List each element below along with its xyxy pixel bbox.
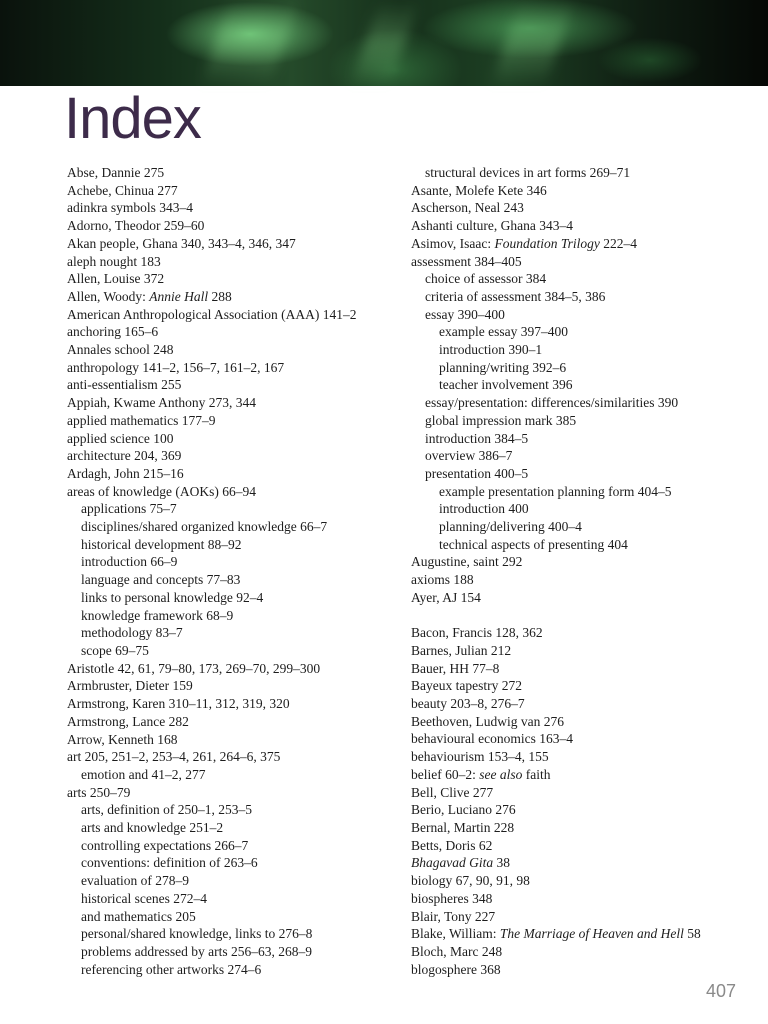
index-entry <box>67 430 397 448</box>
index-entry-text: areas of knowledge (AOKs) 66–94 <box>67 483 256 499</box>
index-entry <box>411 730 751 748</box>
index-entry-text: American Anthropological Association (AAA) 141–2 <box>67 306 357 322</box>
index-entry-text: biospheres 348 <box>411 890 493 906</box>
index-entry <box>67 288 397 306</box>
index-entry-text: Bayeux tapestry 272 <box>411 678 522 694</box>
index-entry-text: language and concepts 77–83 <box>81 572 241 588</box>
index-entry-text: Asimov, Isaac: <box>411 235 495 251</box>
index-subentry <box>411 288 751 306</box>
letter-section-gap <box>411 607 751 625</box>
index-entry <box>67 270 397 288</box>
index-entry-text: Armbruster, Dieter 159 <box>67 678 193 694</box>
index-entry-text: essay/presentation: differences/similarities 390 <box>425 395 679 411</box>
index-entry-text: Allen, Woody: <box>67 288 150 304</box>
index-entry-text: Ardagh, John 215–16 <box>67 465 184 481</box>
index-entry <box>67 465 397 483</box>
index-entry-text: Armstrong, Karen 310–11, 312, 319, 320 <box>67 696 290 712</box>
index-entry <box>67 660 397 678</box>
index-entry <box>67 695 397 713</box>
index-entry-text: Ayer, AJ 154 <box>411 589 481 605</box>
index-entry <box>67 199 397 217</box>
index-entry-text: Betts, Doris 62 <box>411 837 493 853</box>
index-entry-text: applied mathematics 177–9 <box>67 412 216 428</box>
index-entry-text: Bernal, Martin 228 <box>411 820 515 835</box>
index-entry-text: Adorno, Theodor 259–60 <box>67 218 205 234</box>
page-number: 407 <box>705 981 736 1001</box>
banner-light-streak <box>201 0 299 86</box>
index-entry-text: controlling expectations 266–7 <box>81 837 249 853</box>
index-entry-text: Armstrong, Lance 282 <box>67 713 189 729</box>
index-subentry <box>411 483 751 501</box>
index-subentry <box>411 394 751 412</box>
index-entry <box>67 182 397 200</box>
index-entry-text: Augustine, saint 292 <box>411 554 523 570</box>
index-entry <box>411 908 751 926</box>
index-entry-text: introduction 390–1 <box>439 342 543 358</box>
index-entry <box>67 306 397 324</box>
index-entry <box>411 217 751 235</box>
index-entry-text: blogosphere 368 <box>411 961 501 977</box>
index-entry <box>67 323 397 341</box>
index-entry <box>67 217 397 235</box>
index-entry-text: beauty 203–8, 276–7 <box>411 696 525 712</box>
index-entry <box>411 925 751 943</box>
index-subentry <box>67 553 397 571</box>
header-banner-image <box>0 0 768 86</box>
index-entry-text: Bell, Clive 277 <box>411 784 494 800</box>
page-title: Index <box>64 86 201 151</box>
index-subentry <box>67 766 397 784</box>
index-entry-text: faith <box>522 766 551 782</box>
index-entry <box>411 890 751 908</box>
index-entry-italic-text: see also <box>479 766 523 782</box>
index-entry-text: links to personal knowledge 92–4 <box>81 589 264 605</box>
index-entry-text: anti-essentialism 255 <box>67 377 182 393</box>
index-entry-text: Annales school 248 <box>67 342 174 358</box>
index-subentry <box>411 500 751 518</box>
index-subentry <box>67 624 397 642</box>
index-subentry <box>67 642 397 660</box>
index-entry <box>67 748 397 766</box>
index-entry-text: applied science 100 <box>67 430 174 446</box>
banner-light-streak <box>491 0 574 86</box>
index-entry <box>67 677 397 695</box>
index-subentry <box>67 890 397 908</box>
index-entry-italic-text: Foundation Trilogy <box>494 235 600 251</box>
index-subentry <box>67 536 397 554</box>
index-subentry <box>411 536 751 554</box>
index-entry-text: architecture 204, 369 <box>67 448 182 464</box>
index-column-right <box>411 164 751 978</box>
index-entry <box>67 253 397 271</box>
index-entry-text: anchoring 165–6 <box>67 324 159 340</box>
index-entry-text: arts 250–79 <box>67 784 131 800</box>
index-entry-text: example presentation planning form 404–5 <box>439 483 672 499</box>
index-entry <box>67 483 397 501</box>
index-subentry <box>67 961 397 979</box>
index-subentry <box>411 447 751 465</box>
index-subentry <box>411 518 751 536</box>
index-entry-text: belief 60–2: <box>411 766 480 782</box>
index-entry-text: introduction 400 <box>439 501 529 517</box>
index-entry <box>411 961 751 979</box>
index-subentry <box>411 376 751 394</box>
index-subentry <box>411 412 751 430</box>
index-entry <box>411 872 751 890</box>
index-subentry <box>67 518 397 536</box>
index-entry-text: example essay 397–400 <box>439 324 568 340</box>
index-entry-text: arts and knowledge 251–2 <box>81 820 224 836</box>
index-entry <box>411 677 751 695</box>
index-entry <box>411 182 751 200</box>
index-subentry <box>67 571 397 589</box>
index-entry <box>67 713 397 731</box>
index-entry-text: Bauer, HH 77–8 <box>411 660 500 676</box>
index-entry-text: evaluation of 278–9 <box>81 873 189 889</box>
index-entry-text: Ascherson, Neal 243 <box>411 200 524 216</box>
index-entry <box>67 376 397 394</box>
index-entry-text: biology 67, 90, 91, 98 <box>411 873 530 889</box>
index-subentry <box>67 872 397 890</box>
index-entry-italic-text: Annie Hall <box>149 288 209 304</box>
index-subentry <box>67 925 397 943</box>
index-entry-text: introduction 384–5 <box>425 430 529 446</box>
index-subentry <box>411 270 751 288</box>
index-entry-text: Blair, Tony 227 <box>411 908 496 924</box>
index-entry-text: 58 <box>683 926 701 942</box>
index-subentry <box>67 854 397 872</box>
index-subentry <box>67 500 397 518</box>
index-subentry <box>67 801 397 819</box>
index-entry-text: knowledge framework 68–9 <box>81 607 234 623</box>
index-entry <box>411 235 751 253</box>
index-entry-text: applications 75–7 <box>81 501 177 517</box>
index-entry-text: assessment 384–405 <box>411 253 522 269</box>
index-entry-text: Bacon, Francis 128, 362 <box>411 625 543 641</box>
index-entry-text: Allen, Louise 372 <box>67 271 165 287</box>
index-entry-text: anthropology 141–2, 156–7, 161–2, 167 <box>67 359 285 375</box>
index-entry-text: presentation 400–5 <box>425 465 529 481</box>
index-entry <box>411 553 751 571</box>
index-entry-text: technical aspects of presenting 404 <box>439 536 628 552</box>
index-entry-text: 222–4 <box>599 235 637 251</box>
index-entry-text: criteria of assessment 384–5, 386 <box>425 288 606 304</box>
index-subentry <box>411 430 751 448</box>
index-entry <box>411 589 751 607</box>
index-entry-text: Berio, Luciano 276 <box>411 802 516 818</box>
index-subentry <box>67 837 397 855</box>
index-entry <box>411 642 751 660</box>
index-entry <box>67 164 397 182</box>
index-subentry <box>67 908 397 926</box>
index-entry <box>67 235 397 253</box>
index-entry <box>411 695 751 713</box>
index-entry <box>67 394 397 412</box>
index-entry <box>411 748 751 766</box>
index-entry-text: historical development 88–92 <box>81 536 242 552</box>
index-entry-text: Blake, William: <box>411 926 500 942</box>
index-entry-text: Appiah, Kwame Anthony 273, 344 <box>67 395 256 411</box>
index-entry-text: scope 69–75 <box>81 642 149 658</box>
index-column-left <box>67 164 397 978</box>
index-entry <box>411 784 751 802</box>
index-entry-text: global impression mark 385 <box>425 412 577 428</box>
index-entry-italic-text: Bhagavad Gita <box>411 855 494 871</box>
index-entry-text: personal/shared knowledge, links to 276–8 <box>81 926 313 942</box>
index-subentry <box>67 607 397 625</box>
index-entry-text: behaviourism 153–4, 155 <box>411 749 549 765</box>
index-entry <box>411 713 751 731</box>
index-subentry <box>67 589 397 607</box>
index-entry-text: conventions: definition of 263–6 <box>81 855 258 871</box>
index-entry-text: art 205, 251–2, 253–4, 261, 264–6, 375 <box>67 749 281 765</box>
index-entry-text: adinkra symbols 343–4 <box>67 200 193 216</box>
index-entry-text: overview 386–7 <box>425 448 513 464</box>
index-entry-text: referencing other artworks 274–6 <box>81 961 262 977</box>
index-entry-text: Asante, Molefe Kete 346 <box>411 182 547 198</box>
index-entry-text: Barnes, Julian 212 <box>411 642 512 658</box>
index-entry-text: Achebe, Chinua 277 <box>67 182 178 198</box>
index-entry <box>67 731 397 749</box>
index-entry <box>411 624 751 642</box>
index-subentry <box>411 164 751 182</box>
index-entry-text: 288 <box>208 288 232 304</box>
banner-light-streak <box>351 0 419 86</box>
index-entry-text: and mathematics 205 <box>81 908 196 924</box>
index-entry <box>67 447 397 465</box>
index-subentry <box>411 306 751 324</box>
index-entry-text: emotion and 41–2, 277 <box>81 766 206 782</box>
index-entry-text: teacher involvement 396 <box>439 377 573 393</box>
index-entry-text: disciplines/shared organized knowledge 66–7 <box>81 519 328 535</box>
index-entry-text: planning/delivering 400–4 <box>439 519 582 535</box>
index-entry-text: behavioural economics 163–4 <box>411 731 573 747</box>
index-entry-text: aleph nought 183 <box>67 253 161 269</box>
index-entry-text: Abse, Dannie 275 <box>67 165 165 180</box>
index-entry <box>411 819 751 837</box>
index-subentry <box>411 359 751 377</box>
index-entry-text: methodology 83–7 <box>81 625 183 641</box>
index-entry <box>411 854 751 872</box>
index-subentry <box>411 341 751 359</box>
index-entry-text: Beethoven, Ludwig van 276 <box>411 713 564 729</box>
index-entry-text: historical scenes 272–4 <box>81 890 207 906</box>
index-subentry <box>411 323 751 341</box>
index-entry <box>411 253 751 271</box>
index-entry <box>411 660 751 678</box>
index-entry-text: arts, definition of 250–1, 253–5 <box>81 802 252 818</box>
index-entry-text: choice of assessor 384 <box>425 271 547 287</box>
index-entry-text: introduction 66–9 <box>81 554 178 570</box>
index-entry-italic-text: The Marriage of Heaven and Hell <box>499 926 684 942</box>
index-entry-text: axioms 188 <box>411 572 474 588</box>
index-entry <box>67 412 397 430</box>
index-entry <box>67 784 397 802</box>
index-subentry <box>67 819 397 837</box>
index-entry <box>67 359 397 377</box>
index-entry-text: structural devices in art forms 269–71 <box>425 165 631 180</box>
index-subentry <box>411 465 751 483</box>
index-entry-text: planning/writing 392–6 <box>439 359 567 375</box>
index-entry-text: 38 <box>493 855 510 871</box>
index-entry <box>411 837 751 855</box>
index-subentry <box>67 943 397 961</box>
index-entry-text: Aristotle 42, 61, 79–80, 173, 269–70, 299–300 <box>67 660 321 676</box>
index-entry <box>411 801 751 819</box>
index-entry-text: Akan people, Ghana 340, 343–4, 346, 347 <box>67 235 296 251</box>
index-entry <box>411 199 751 217</box>
index-entry-text: Ashanti culture, Ghana 343–4 <box>411 218 573 234</box>
index-entry-text: essay 390–400 <box>425 306 505 322</box>
index-entry-text: Bloch, Marc 248 <box>411 943 503 959</box>
index-entry <box>411 766 751 784</box>
index-entry <box>411 571 751 589</box>
index-entry <box>67 341 397 359</box>
index-entry-text: problems addressed by arts 256–63, 268–9 <box>81 943 312 959</box>
index-entry-text: Arrow, Kenneth 168 <box>67 731 178 747</box>
index-entry <box>411 943 751 961</box>
